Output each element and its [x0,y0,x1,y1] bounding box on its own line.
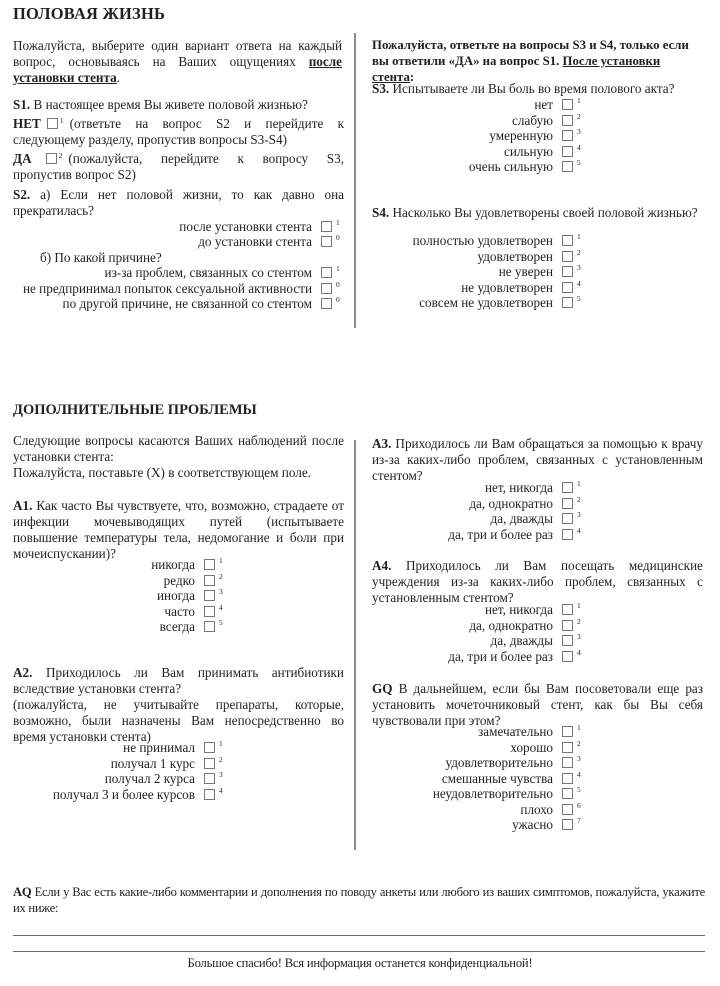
option-code: 5 [219,618,223,627]
option-code: 3 [577,632,581,641]
option-code: 2 [219,571,223,581]
checkbox-a1-2[interactable] [204,575,215,586]
option-code: 6 [577,800,581,810]
checkbox-s4-2[interactable] [562,251,573,262]
option-label: слабую [512,112,553,128]
option-label: полностью удовлетворен [412,233,553,248]
option-code: 2 [577,111,581,121]
section1-intro [13,38,342,86]
intro-underlined: после установки стента [13,54,342,85]
option-code: 5 [577,294,581,303]
s3-s4-instructions [372,37,702,85]
checkbox-a4-1[interactable] [562,604,573,615]
option-row[interactable] [0,144,720,159]
option-code: 1 [577,232,581,241]
question-text: Как часто Вы чувствуете, что, возможно, страдаете от инфекции мочевыводящих путей (испытываете повышение температуры тела, недомогание и боли при мочеиспускании)? [13,498,344,561]
checkbox-a3-4[interactable] [562,529,573,540]
question-number: А1. [13,498,33,513]
checkbox-a3-3[interactable] [562,513,573,524]
question-text: а) Если нет половой жизни, то как давно она прекратилась? [13,187,344,218]
checkbox-s4-5[interactable] [562,297,573,308]
question-a4 [372,558,703,606]
checkbox-s3-2[interactable] [562,115,573,126]
option-label: хорошо [510,739,553,755]
question-number: А2. [13,665,33,680]
option-label: умеренную [489,128,553,143]
option-row[interactable] [0,740,720,755]
option-row[interactable] [0,264,720,279]
option-row[interactable] [0,159,720,174]
option-code: 3 [219,770,223,779]
checkbox-s3-1[interactable] [562,99,573,110]
option-label: совсем не удовлетворен [419,295,553,310]
question-note: (пожалуйста, не учитывайте препараты, которые, возможно, были назначены Вам непосредственно во время установки стента) [13,697,344,744]
question-gq [372,681,703,729]
option-label: ужасно [512,817,553,832]
checkbox-gq-3[interactable] [562,757,573,768]
option-row[interactable] [0,817,720,832]
option-label: не предпринимал попыток сексуальной активности [22,280,312,296]
option-label: не принимал [123,740,195,755]
option-code: 1 [219,739,223,748]
option-code: 4 [577,278,581,288]
option-row[interactable] [0,113,720,128]
checkbox-gq-2[interactable] [562,742,573,753]
question-text: Насколько Вы удовлетворены своей половой жизнью? [389,205,698,220]
checkbox-gq-5[interactable] [562,788,573,799]
option-code: 3 [577,510,581,519]
checkbox-gq-4[interactable] [562,773,573,784]
option-code: 3 [577,127,581,136]
option-label: да, дважды [490,633,553,648]
option-label: нет, никогда [484,602,553,617]
checkbox-a4-3[interactable] [562,635,573,646]
option-label: сильную [503,143,553,159]
option-code: 5 [577,785,581,794]
option-label: получал 3 и более курсов [52,786,195,802]
option-code: 2 [577,616,581,626]
option-row[interactable] [0,527,720,542]
option-label: до установки стента [198,234,312,249]
option-label: нет, никогда [484,480,553,495]
option-row[interactable] [0,633,720,648]
option-label: часто [164,603,195,619]
intro-line-1: Следующие вопросы касаются Ваших наблюдений после установки стента: [13,433,344,464]
checkbox-a1-1[interactable] [204,559,215,570]
option-label: редко [163,572,195,588]
option-label: неудовлетворительно [432,786,553,801]
checkbox-s2a-1[interactable] [321,221,332,232]
question-number: S1. [13,97,31,112]
question-s3 [372,81,702,97]
option-row[interactable] [0,786,720,801]
option-row[interactable] [0,511,720,526]
option-code: 1 [577,601,581,610]
option-code: 4 [577,525,581,535]
checkbox-gq-6[interactable] [562,804,573,815]
question-s4 [372,205,703,221]
checkbox-s4-3[interactable] [562,266,573,277]
option-row[interactable] [0,249,720,264]
option-label: после установки стента [179,219,312,234]
question-text: Приходилось ли Вам принимать антибиотики вследствие установки стента? [13,665,344,696]
no-label: НЕТ [13,116,41,131]
checkbox-a3-1[interactable] [562,482,573,493]
instruction-end: : [409,70,415,84]
option-code: 4 [577,647,581,657]
option-row[interactable] [0,219,720,234]
question-text: В дальнейшем, если бы Вам посоветовали еще раз установить мочеточниковый стент, как бы Вы себя чувствовали при этом? [372,681,703,728]
comment-line-1[interactable] [13,935,705,936]
option-code: 3 [219,587,223,596]
question-text: Приходилось ли Вам посещать медицинские учреждения из-за каких-либо проблем, связанных с установленным стентом? [372,558,703,605]
option-label: да, три и более раз [448,648,553,664]
section-title-sexual-life: ПОЛОВАЯ ЖИЗНЬ [13,4,166,23]
option-label: замечательно [478,724,553,739]
option-row[interactable] [0,496,720,511]
option-label: нет [534,97,553,112]
checkbox-a4-2[interactable] [562,620,573,631]
question-text: Если у Вас есть какие-либо комментарии и дополнения по поводу анкеты или любого из ваших симптомов, пожалуйста, укажите их ниже: [13,885,705,915]
checkbox-gq-1[interactable] [562,726,573,737]
option-row[interactable] [0,771,720,786]
option-label: получал 1 курс [110,755,195,771]
question-s2b: б) По какой причине? [40,250,162,265]
option-code: 1 [219,556,223,565]
option-row[interactable] [0,480,720,495]
option-code: 2 [219,754,223,764]
question-number: А4. [372,558,392,573]
checkbox-a4-4[interactable] [562,651,573,662]
option-code: 0 [336,295,340,304]
option-code: 2 [577,247,581,257]
option-row[interactable] [0,233,720,248]
code: 2 [58,151,63,160]
code: 1 [59,116,64,125]
question-number: А3. [372,436,392,451]
option-label: да, три и более раз [448,526,553,542]
option-code: 1 [577,479,581,488]
intro-end: . [116,70,121,85]
option-code: 4 [577,142,581,152]
option-label: по другой причине, не связанной со стентом [62,296,312,311]
option-code: 1 [577,96,581,105]
option-code: 4 [219,602,223,612]
option-label: иногда [156,588,195,603]
option-code: 2 [577,494,581,504]
option-code: 1 [336,264,340,273]
option-code: 3 [577,754,581,763]
option-label: не удовлетворен [461,279,553,295]
option-row[interactable] [0,724,720,739]
option-row[interactable] [0,128,720,143]
option-row[interactable] [0,602,720,617]
question-number: S4. [372,205,390,220]
section-title-additional-problems: ДОПОЛНИТЕЛЬНЫЕ ПРОБЛЕМЫ [13,402,257,418]
option-label: всегда [159,619,195,634]
option-row[interactable] [0,295,720,310]
question-text: В настоящее время Вы живете половой жизнью? [30,97,308,112]
option-label: из-за проблем, связанных со стентом [104,265,312,280]
option-code: 0 [336,233,340,242]
option-label: да, однократно [469,495,553,511]
checkbox-s3-3[interactable] [562,130,573,141]
intro-line-2: Пожалуйста, поставьте (Х) в соответствующем поле. [13,465,311,480]
option-code: 3 [577,263,581,272]
option-label: удовлетворен [477,248,553,264]
footer-thanks: Большое спасибо! Вся информация останется конфиденциальной! [187,956,533,970]
option-row[interactable] [0,618,720,633]
instruction-text: Пожалуйста, ответьте на вопросы S3 и S4, только если вы ответили «ДА» на вопрос S1. [372,38,689,68]
question-number: S2. [13,187,31,202]
option-row[interactable] [0,280,720,295]
option-code: 7 [577,816,581,825]
option-label: смешанные чувства [441,770,553,786]
option-label: не уверен [498,264,553,279]
checkbox-s3-4[interactable] [562,146,573,157]
option-label: да, дважды [490,511,553,526]
option-code: 4 [219,785,223,795]
instruction-underlined: После установки стента [372,54,661,84]
yes-note: (пожалуйста, перейдите к вопросу S3, пропустив вопрос S2) [13,151,344,182]
question-number: AQ [13,885,32,899]
option-row[interactable] [0,755,720,770]
checkbox-a1-3[interactable] [204,590,215,601]
option-label: никогда [151,557,195,572]
question-a3 [372,436,703,484]
question-text: Приходилось ли Вам обращаться за помощью к врачу из-за каких-либо проблем, связанных с установленным стентом? [372,436,703,483]
question-aq [13,884,705,916]
checkbox-s3-5[interactable] [562,161,573,172]
option-row[interactable] [0,97,720,112]
question-number: S3. [372,81,390,96]
intro-text: Пожалуйста, выберите один вариант ответа на каждый вопрос, основываясь на Ваших ощущениях [13,38,342,69]
question-number: GQ [372,681,393,696]
option-code: 4 [577,769,581,779]
yes-label: ДА [13,151,32,166]
option-label: удовлетворительно [445,755,553,770]
option-code: 2 [577,738,581,748]
option-label: да, однократно [469,617,553,633]
option-code: 1 [577,723,581,732]
option-row[interactable] [0,802,720,817]
option-code: 1 [336,218,340,227]
comment-line-2[interactable] [13,951,705,952]
option-code: 0 [336,279,340,289]
question-s2a [13,187,344,219]
checkbox-gq-7[interactable] [562,819,573,830]
option-code: 5 [577,158,581,167]
option-label: очень сильную [468,159,553,174]
option-row[interactable] [0,649,720,664]
checkbox-a3-2[interactable] [562,498,573,509]
checkbox-s4-1[interactable] [562,235,573,246]
question-text: Испытываете ли Вы боль во время полового акта? [389,81,675,96]
section2-intro [13,433,344,481]
option-label: получал 2 курса [104,771,195,786]
option-label: плохо [520,801,553,817]
checkbox-s4-4[interactable] [562,282,573,293]
no-note: (ответьте на вопрос S2 и перейдите к следующему разделу, пропустив вопросы S3-S4) [13,116,344,147]
